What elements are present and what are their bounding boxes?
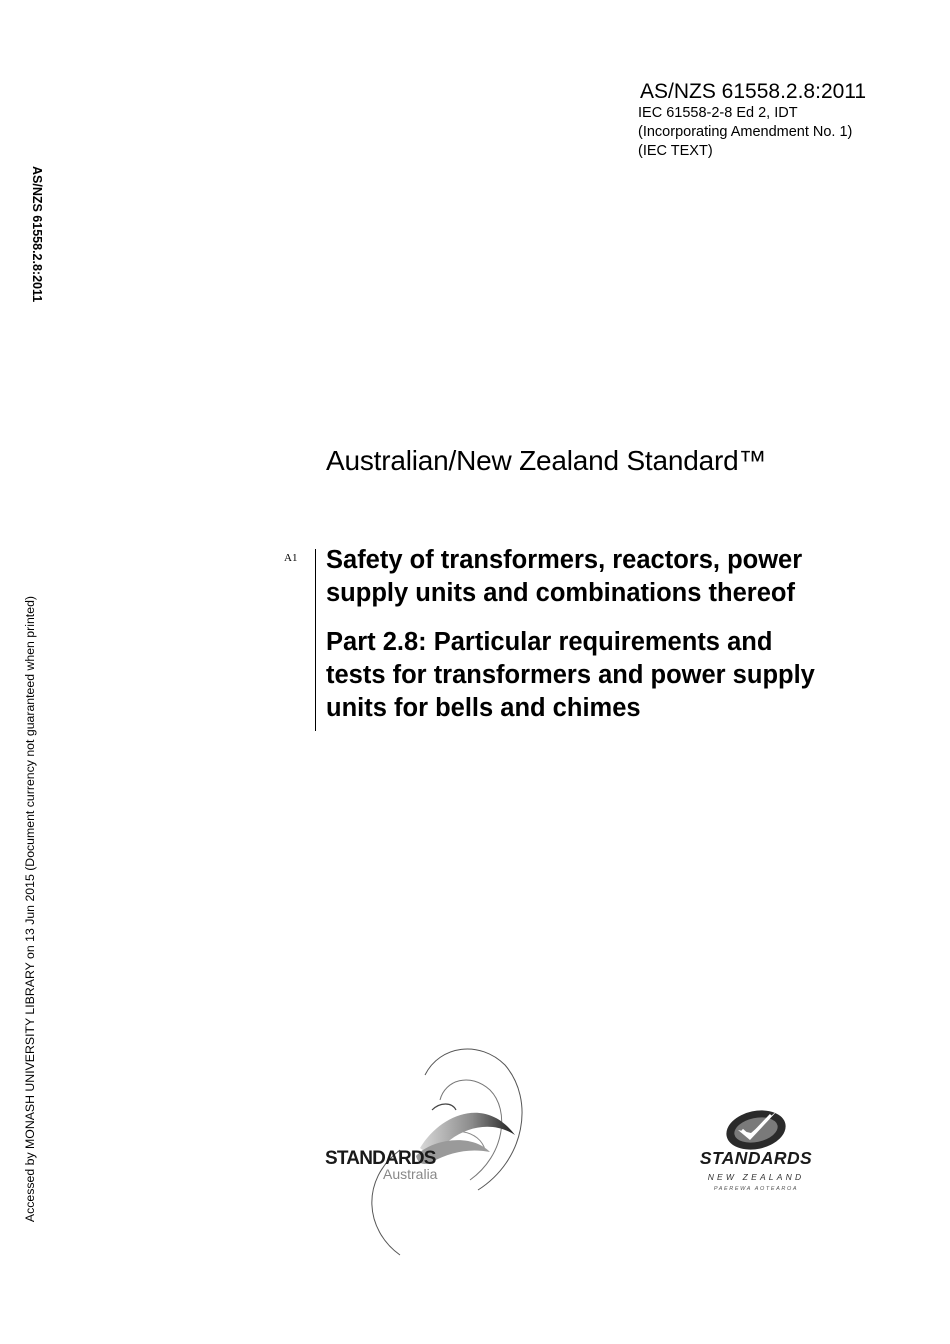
amendment-bar — [315, 549, 316, 731]
logo-word: STANDARDS — [325, 1148, 436, 1169]
access-notice-text: Accessed by MONASH UNIVERSITY LIBRARY on 13 Jun 2015 (Document currency not guaranteed when printed) — [23, 596, 37, 1223]
identical-adoption-line: IEC 61558-2-8 Ed 2, IDT — [638, 105, 798, 121]
title-line: supply units and combinations thereof — [326, 579, 795, 607]
standards-australia-logo — [320, 1040, 560, 1260]
text-source-note: (IEC TEXT) — [638, 143, 713, 159]
spine-text: AS/NZS 61558.2.8:2011 — [30, 166, 44, 303]
standards-new-zealand-logo — [676, 1100, 836, 1195]
title-spacer — [326, 610, 916, 626]
standards-new-zealand-emblem-icon — [676, 1100, 836, 1195]
document-title — [326, 544, 916, 725]
spine-label — [26, 166, 48, 336]
logo-maori-name: PAEREWA AOTEAROA — [713, 1186, 799, 1192]
part-title-line: units for bells and chimes — [326, 694, 641, 722]
access-notice — [20, 596, 40, 1250]
logo-country: Australia — [383, 1166, 438, 1182]
part-title-line: tests for transformers and power supply — [326, 661, 815, 689]
part-title-line: Part 2.8: Particular requirements and — [326, 628, 773, 656]
series-title: Australian/New Zealand Standard™ — [326, 445, 767, 476]
amendment-marker: A1 — [284, 552, 298, 564]
logo-country: NEW ZEALAND — [707, 1172, 805, 1182]
standard-number: AS/NZS 61558.2.8:2011 — [640, 80, 867, 103]
title-line: Safety of transformers, reactors, power — [326, 546, 803, 574]
logo-word: STANDARDS — [699, 1148, 813, 1168]
standards-australia-emblem-icon — [320, 1040, 560, 1260]
amendment-note: (Incorporating Amendment No. 1) — [638, 124, 853, 140]
